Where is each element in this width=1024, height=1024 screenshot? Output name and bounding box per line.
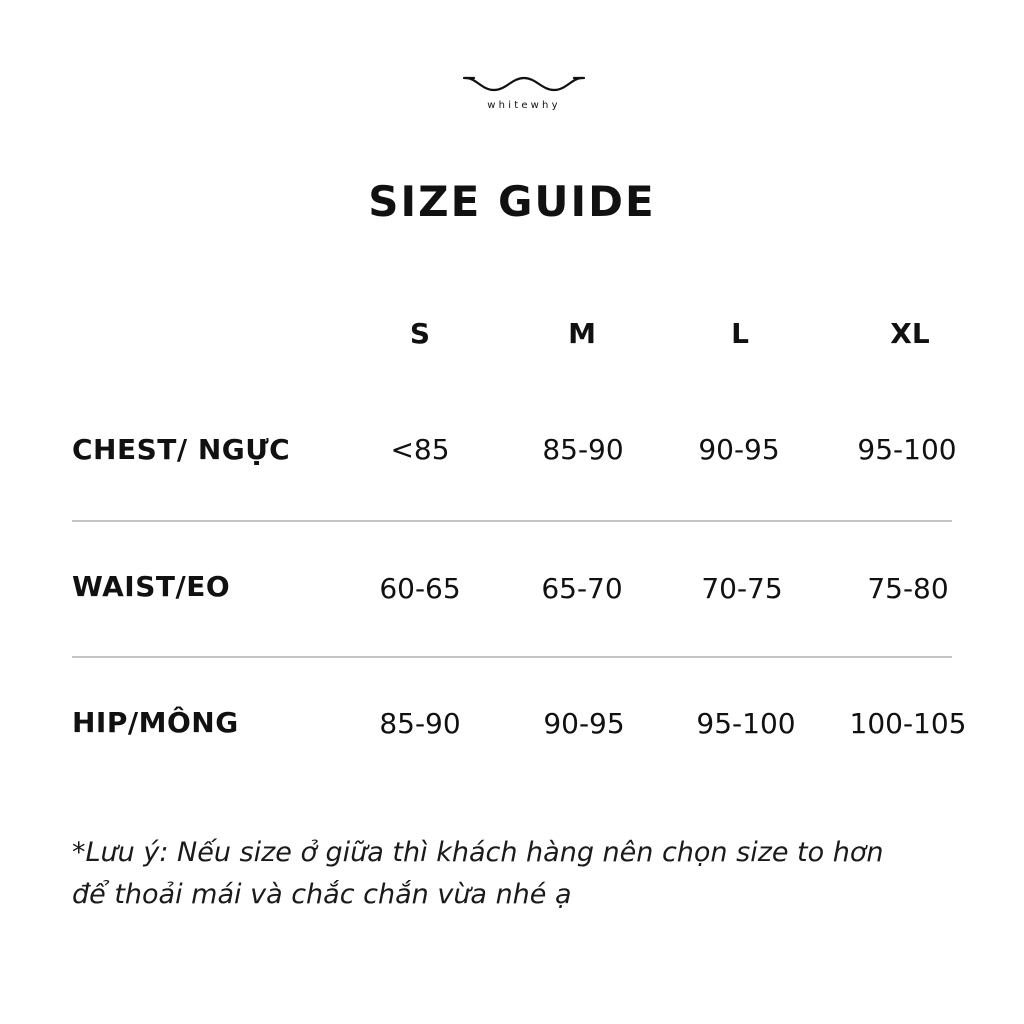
size-header-m: M bbox=[568, 317, 596, 350]
table-cell: 95-100 bbox=[696, 707, 796, 740]
row-label-hip: HIP/MÔNG bbox=[72, 706, 239, 739]
brand-name: whitewhy bbox=[487, 100, 561, 111]
size-header-s: S bbox=[409, 317, 431, 350]
size-note bbox=[72, 832, 972, 916]
note-line-1: *Lưu ý: Nếu size ở giữa thì khách hàng nên chọn size to hơn bbox=[72, 837, 884, 868]
page-title: SIZE GUIDE bbox=[368, 177, 656, 226]
row-label-waist: WAIST/EO bbox=[72, 570, 231, 603]
table-cell: 90-95 bbox=[543, 707, 625, 740]
table-cell: 85-90 bbox=[542, 433, 624, 466]
table-cell: 85-90 bbox=[379, 707, 461, 740]
table-cell: 70-75 bbox=[701, 572, 783, 605]
row-divider bbox=[72, 520, 952, 522]
row-divider bbox=[72, 656, 952, 658]
table-cell: 95-100 bbox=[857, 433, 957, 466]
row-label-chest: CHEST/ NGỰC bbox=[72, 433, 291, 466]
brand-logo bbox=[462, 72, 586, 116]
table-cell: 65-70 bbox=[541, 572, 623, 605]
table-cell: 75-80 bbox=[867, 572, 949, 605]
size-header-l: L bbox=[731, 317, 749, 350]
note-line-2: để thoải mái và chắc chắn vừa nhé ạ bbox=[72, 879, 572, 910]
table-cell: <85 bbox=[390, 433, 450, 466]
size-header-xl: XL bbox=[890, 317, 930, 350]
table-cell: 60-65 bbox=[379, 572, 461, 605]
table-cell: 100-105 bbox=[849, 707, 967, 740]
table-cell: 90-95 bbox=[698, 433, 780, 466]
wave-logo-icon bbox=[464, 74, 584, 98]
